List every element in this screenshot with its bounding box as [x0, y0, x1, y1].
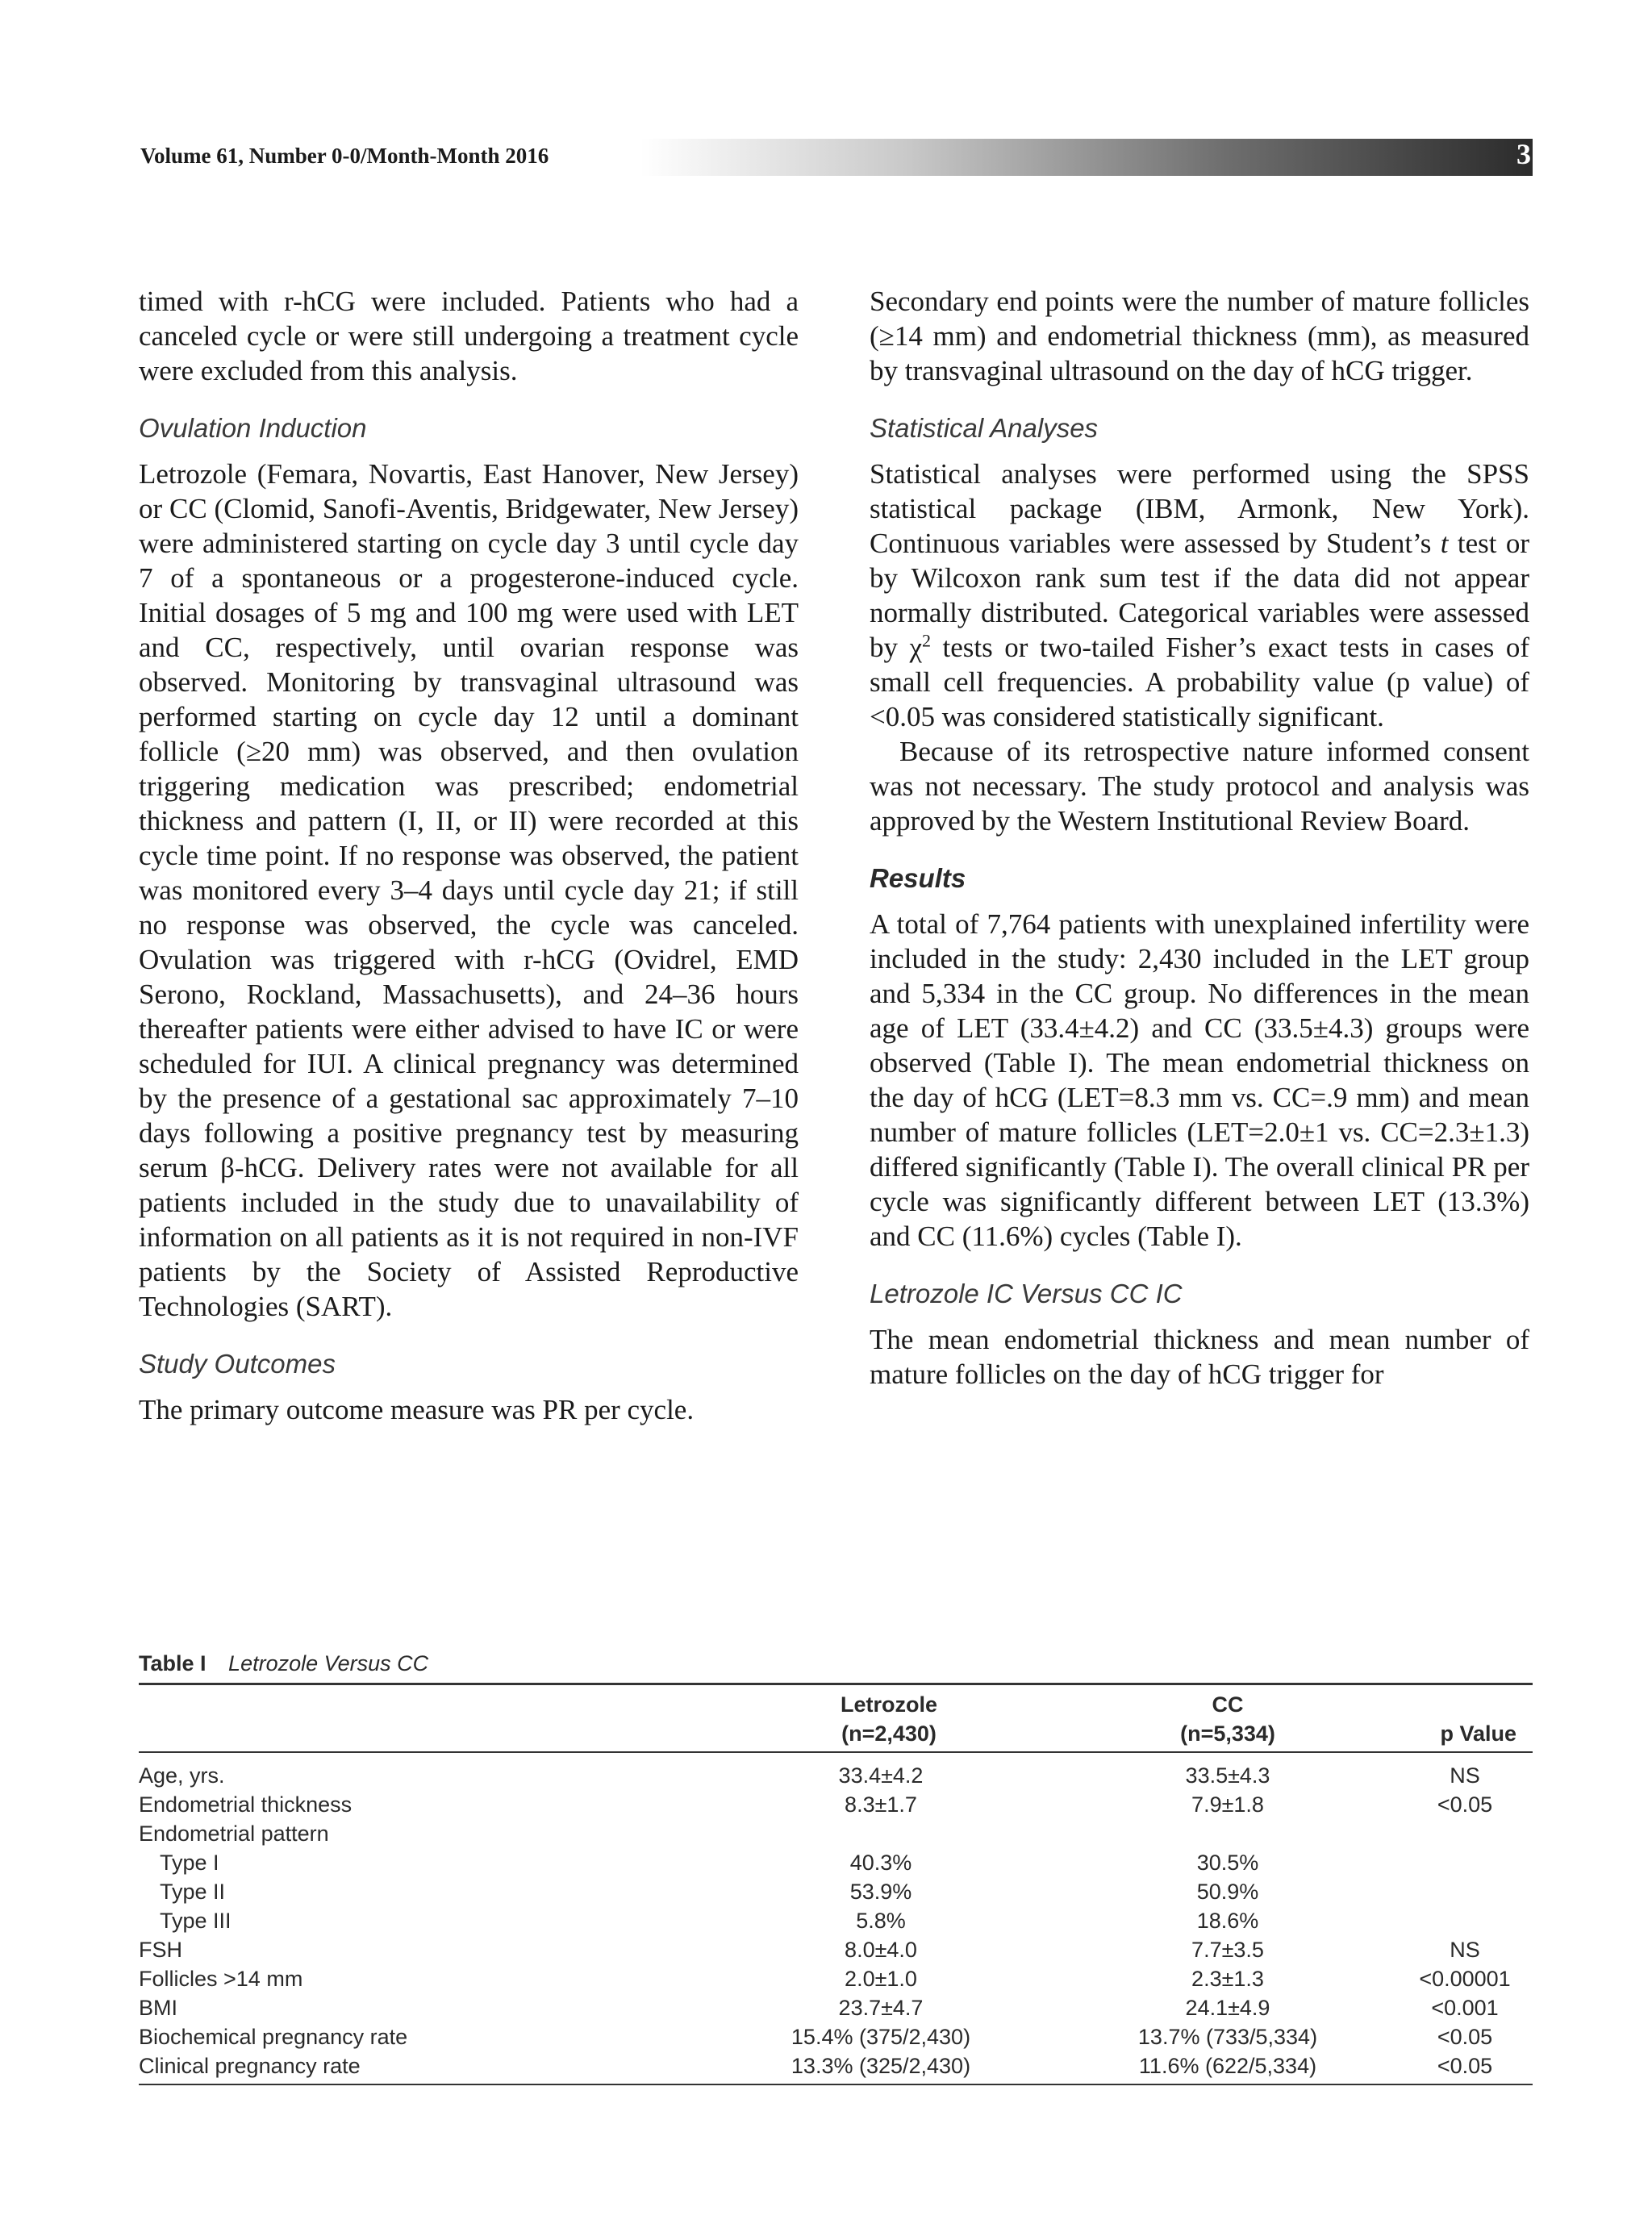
text-run: Statistical analyses were performed using the SPSS statistical package (IBM, Armonk, New York). Continuous variables were assessed by Student’s	[870, 458, 1529, 559]
section-heading: Ovulation Induction	[139, 413, 367, 443]
header-line: Letrozole	[840, 1692, 937, 1717]
cell-letrozole: 53.9%	[849, 1880, 912, 1904]
header-cell-letrozole	[655, 1685, 1091, 1751]
table-i	[139, 1649, 1533, 2085]
cell-letrozole: 13.3% (325/2,430)	[791, 2054, 971, 2078]
paragraph: A total of 7,764 patients with unexplained infertility were included in the study: 2,430 included in the LET group and 5,334 in the CC group. No differences in the mean age of LET (33.4±4.2) and CC (33.5±4.3) groups were observed (Table I). The mean endometrial thickness on the day of hCG (LET=8.3 mm vs. CC=.9 mm) and mean number of mature follicles (LET=2.0±1 vs. CC=2.3±1.3) differed significantly (Table I). The overall clinical PR per cycle was significantly different between LET (13.3%) and CC (11.6%) cycles (Table I).	[870, 908, 1529, 1252]
cell-cc: 2.3±1.3	[1191, 1967, 1264, 1991]
section-heading: Statistical Analyses	[870, 413, 1099, 443]
cell-cc	[1091, 1819, 1365, 1848]
cell-letrozole: 2.0±1.0	[845, 1967, 917, 1991]
table-row	[139, 1993, 1533, 2022]
table-row	[139, 1790, 1533, 1819]
header-cell-cc	[1091, 1685, 1365, 1751]
table-row	[139, 1819, 1533, 1848]
cell-p-value: <0.05	[1437, 2054, 1493, 2078]
cell-letrozole: 8.3±1.7	[845, 1792, 917, 1817]
section-heading: Results	[870, 863, 966, 893]
cell-cc: 11.6% (622/5,334)	[1138, 2054, 1317, 2078]
cell-p-value: NS	[1450, 1763, 1480, 1788]
cell-p-value: <0.00001	[1419, 1967, 1511, 1991]
row-label: BMI	[139, 1996, 178, 2020]
header-cell-empty	[139, 1685, 655, 1751]
cell-cc: 13.7% (733/5,334)	[1137, 2025, 1318, 2049]
cell-cc: 30.5%	[1196, 1851, 1259, 1875]
cell-p-value: <0.05	[1437, 1792, 1493, 1817]
header-cell-p-value	[1365, 1685, 1533, 1751]
text-run: test or by Wilcoxon rank sum test if the data did not appear normally distributed. Categorical variables were assessed by χ	[870, 528, 1529, 663]
paragraph: The primary outcome measure was PR per cycle.	[139, 1394, 695, 1425]
cell-letrozole: 33.4±4.2	[838, 1763, 924, 1788]
cell-letrozole: 5.8%	[856, 1909, 906, 1933]
table-row	[139, 1761, 1533, 1790]
header-line: (n=2,430)	[841, 1721, 937, 1746]
right-column	[870, 284, 1529, 1392]
italic-t: t	[1440, 528, 1449, 559]
row-label: Age, yrs.	[139, 1763, 225, 1788]
cell-cc: 7.9±1.8	[1191, 1792, 1264, 1817]
paragraph: Letrozole (Femara, Novartis, East Hanover, New Jersey) or CC (Clomid, Sanofi-Aventis, Bridgewater, New Jersey) were administered starting on cycle day 3 until cycle day 7 of a spontaneous or a progesterone-induced cycle. Initial dosages of 5 mg and 100 mg were used with LET and CC, respectively, until ovarian response was observed. Monitoring by transvaginal ultrasound was performed starting on cycle day 12 until a dominant follicle (≥20 mm) was observed, and then ovulation triggering medication was prescribed; endometrial thickness and pattern (I, II, or II) were recorded at this cycle time point. If no response was observed, the patient was monitored every 3–4 days until cycle day 21; if still no response was observed, the cycle was canceled. Ovulation was triggered with r-hCG (Ovidrel, EMD Serono, Rockland, Massachusetts), and 24–36 hours thereafter patients were either advised to have IC or were scheduled for IUI. A clinical pregnancy was determined by the presence of a gestational sac approximately 7–10 days following a positive pregnancy test by measuring serum β-hCG. Delivery rates were not available for all patients included in the study due to unavailability of information on all patients as it is not required in non-IVF patients by the Society of Assisted Reproductive Technologies (SART).	[139, 458, 799, 1322]
table-body	[139, 1753, 1533, 2085]
cell-letrozole: 40.3%	[849, 1851, 912, 1875]
row-label: Type III	[160, 1909, 232, 1933]
cell-letrozole: 8.0±4.0	[845, 1938, 917, 1962]
table-row	[139, 1848, 1533, 1877]
section-heading: Study Outcomes	[139, 1349, 336, 1379]
table-label: Table I	[139, 1651, 206, 1675]
section-heading: Letrozole IC Versus CC IC	[870, 1279, 1183, 1308]
page-number: 3	[1516, 138, 1531, 170]
table-caption	[139, 1649, 1533, 1678]
row-label: FSH	[139, 1938, 182, 1962]
table-header	[139, 1685, 1533, 1753]
cell-letrozole	[655, 1819, 1091, 1848]
cell-p-value	[1365, 1819, 1533, 1848]
table-row	[139, 1935, 1533, 1964]
header-line: (n=5,334)	[1180, 1721, 1275, 1746]
cell-cc: 24.1±4.9	[1185, 1996, 1270, 2020]
row-label: Type II	[160, 1880, 226, 1904]
superscript: 2	[922, 630, 932, 651]
header-line: CC	[1212, 1692, 1244, 1717]
paragraph: timed with r-hCG were included. Patients who had a canceled cycle or were still undergoing a treatment cycle were excluded from this analysis.	[139, 286, 799, 386]
row-label: Endometrial pattern	[139, 1821, 329, 1846]
cell-p-value: <0.05	[1437, 2025, 1493, 2049]
cell-p-value: <0.001	[1431, 1996, 1499, 2020]
cell-cc: 18.6%	[1196, 1909, 1259, 1933]
table-row	[139, 1964, 1533, 1993]
paragraph: The mean endometrial thickness and mean number of mature follicles on the day of hCG trigger for	[870, 1324, 1529, 1390]
cell-cc: 7.7±3.5	[1191, 1938, 1264, 1962]
table-title: Letrozole Versus CC	[228, 1651, 429, 1675]
header-line: p Value	[1440, 1721, 1516, 1746]
cell-cc: 33.5±4.3	[1185, 1763, 1270, 1788]
cell-letrozole: 15.4% (375/2,430)	[791, 2025, 971, 2049]
cell-letrozole: 23.7±4.7	[838, 1996, 924, 2020]
paragraph: Secondary end points were the number of mature follicles (≥14 mm) and endometrial thickness (mm), as measured by transvaginal ultrasound on the day of hCG trigger.	[870, 286, 1529, 386]
paragraph: Because of its retrospective nature informed consent was not necessary. The study protocol and analysis was approved by the Western Institutional Review Board.	[870, 736, 1529, 837]
cell-p-value	[1365, 1848, 1533, 1877]
cell-p-value	[1365, 1877, 1533, 1906]
table-row	[139, 2022, 1533, 2051]
table-row	[139, 2051, 1533, 2080]
table-row	[139, 1906, 1533, 1935]
row-label: Endometrial thickness	[139, 1792, 353, 1817]
row-label: Biochemical pregnancy rate	[139, 2025, 408, 2049]
cell-p-value	[1365, 1906, 1533, 1935]
left-column	[139, 284, 799, 1427]
row-label: Type I	[160, 1851, 219, 1875]
row-label: Clinical pregnancy rate	[139, 2054, 361, 2078]
cell-cc: 50.9%	[1196, 1880, 1259, 1904]
text-run: tests or two-tailed Fisher’s exact tests in cases of small cell frequencies. A probability value (p value) of <0.05 was considered statistically significant.	[870, 632, 1529, 732]
journal-volume-header: Volume 61, Number 0-0/Month-Month 2016	[140, 144, 549, 168]
table-row	[139, 1877, 1533, 1906]
cell-p-value: NS	[1450, 1938, 1480, 1962]
paragraph	[870, 457, 1529, 734]
row-label: Follicles >14 mm	[139, 1967, 303, 1991]
